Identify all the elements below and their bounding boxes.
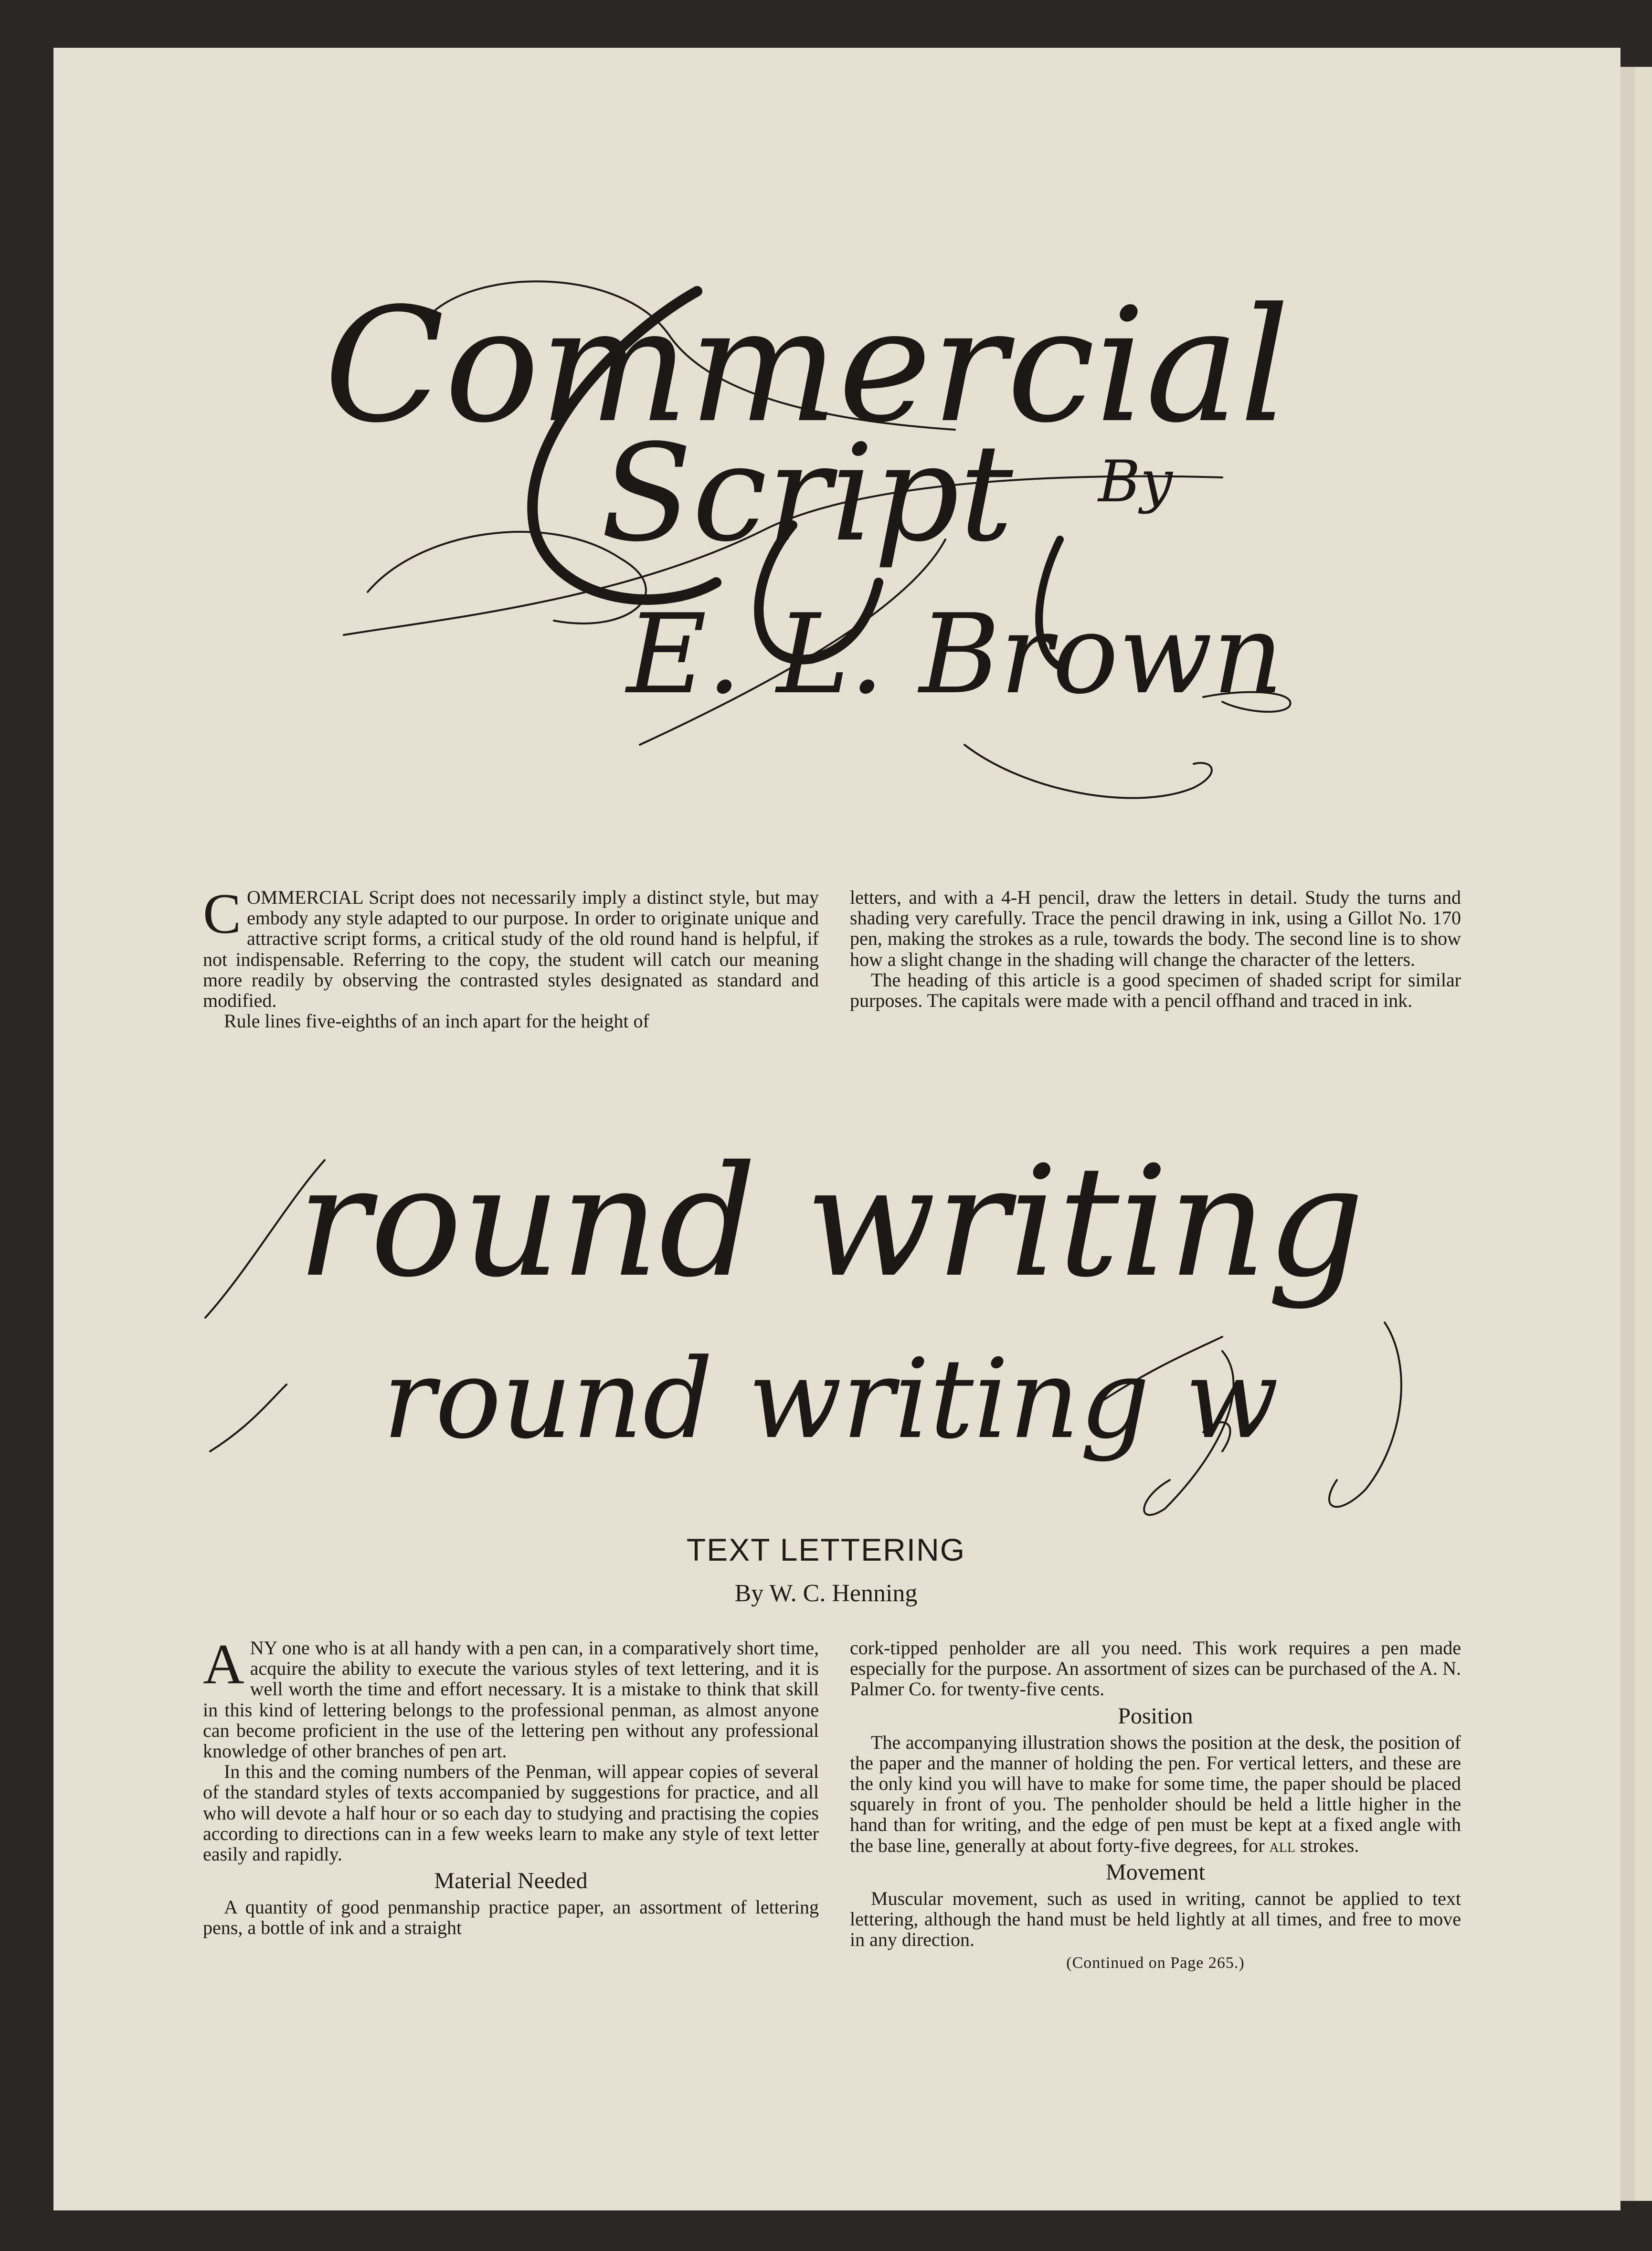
heading-line-commercial: Commercial xyxy=(324,274,1290,457)
drop-cap-a: A xyxy=(203,1632,244,1696)
commercial-column-right xyxy=(850,887,1461,1011)
commercial-column-left xyxy=(203,882,819,1032)
round-writing-specimen xyxy=(0,1117,1652,1523)
article-column-left xyxy=(203,1632,819,1939)
specimen-standard: round writing xyxy=(297,1133,1365,1311)
heading-movement: Movement xyxy=(1106,1859,1205,1885)
article-paragraph-2: In this and the coming numbers of the Penman, will appear copies of several of the standard styles of texts accompanied by suggestions for practice, and all who will devote a half hour or so each day to studying and practising the copies according to directions can in a few weeks learn to make any style of text letter easily and rapidly. xyxy=(203,1761,819,1865)
specimen-modified: round writing w xyxy=(382,1336,1279,1463)
article-paragraph-5: The accompanying illustration shows the position at the desk, the position of the paper and the manner of holding the pen. For vertical letters, and these are the only kind you will have to make for some time, the paper should be placed squarely in front of you. The penholder should be held a little higher in the hand than for writing, and the edge of pen must be kept at a fixed angle with the base line, generally at about forty-five degrees, for all strokes. xyxy=(850,1731,1461,1856)
article-paragraph-3: A quantity of good penmanship practice paper, an assortment of lettering pens, a bottle of ink and a straight xyxy=(203,1896,819,1939)
article-title: TEXT LETTERING xyxy=(686,1532,966,1567)
heading-author: E. L. Brown xyxy=(626,591,1283,719)
commercial-paragraph-1: COMMERCIAL Script does not necessarily imply a distinct style, but may embody any style adapted to our purpose. In order to originate unique and attractive script forms, a critical study of the old round hand is helpful, if not indispensable. Referring to the copy, the student will catch our meaning more readily by observing the contrasted styles designated as standard and modified. xyxy=(203,882,819,1012)
article-byline: By W. C. Henning xyxy=(734,1580,918,1607)
heading-by: By xyxy=(1098,449,1173,515)
ornamental-heading xyxy=(0,0,1652,840)
commercial-paragraph-4: The heading of this article is a good specimen of shaded script for similar purposes. The capitals were made with a pencil offhand and traced in ink. xyxy=(850,969,1461,1012)
heading-line-script: Script xyxy=(601,416,1013,571)
commercial-paragraph-3: letters, and with a 4-H pencil, draw the letters in detail. Study the turns and shading very carefully. Trace the pencil drawing in ink, using a Gillot No. 170 pen, making the strokes as a rule, towards the body. The second line is to show how a slight change in the shading will change the character of the letters. xyxy=(850,887,1461,970)
drop-cap-c: C xyxy=(203,882,242,945)
commercial-paragraph-2: Rule lines five-eighths of an inch apart for the height of xyxy=(224,1010,649,1032)
article-paragraph-1: ANY one who is at all handy with a pen can, in a comparatively short time, acquire the ability to execute the various styles of text lettering, and it is well worth the time and effort necessary. It is a mistake to think that skill in this kind of lettering belongs to the professional penman, as almost anyone can become proficient in the use of the lettering pen without any professional knowledge of other branches of pen art. xyxy=(203,1632,819,1762)
heading-position: Position xyxy=(1118,1703,1193,1729)
article-paragraph-6: Muscular movement, such as used in writing, cannot be applied to text lettering, although the hand must be held lightly at all times, and free to move in any direction. xyxy=(850,1887,1461,1951)
continued-note: (Continued on Page 265.) xyxy=(1066,1954,1245,1972)
article-paragraph-4: cork-tipped penholder are all you need. This work requires a pen made especially for the purpose. An assortment of sizes can be purchased of the A. N. Palmer Co. for twenty-five cents. xyxy=(850,1637,1461,1700)
heading-material-needed: Material Needed xyxy=(434,1868,588,1894)
article-column-right xyxy=(850,1638,1461,1974)
